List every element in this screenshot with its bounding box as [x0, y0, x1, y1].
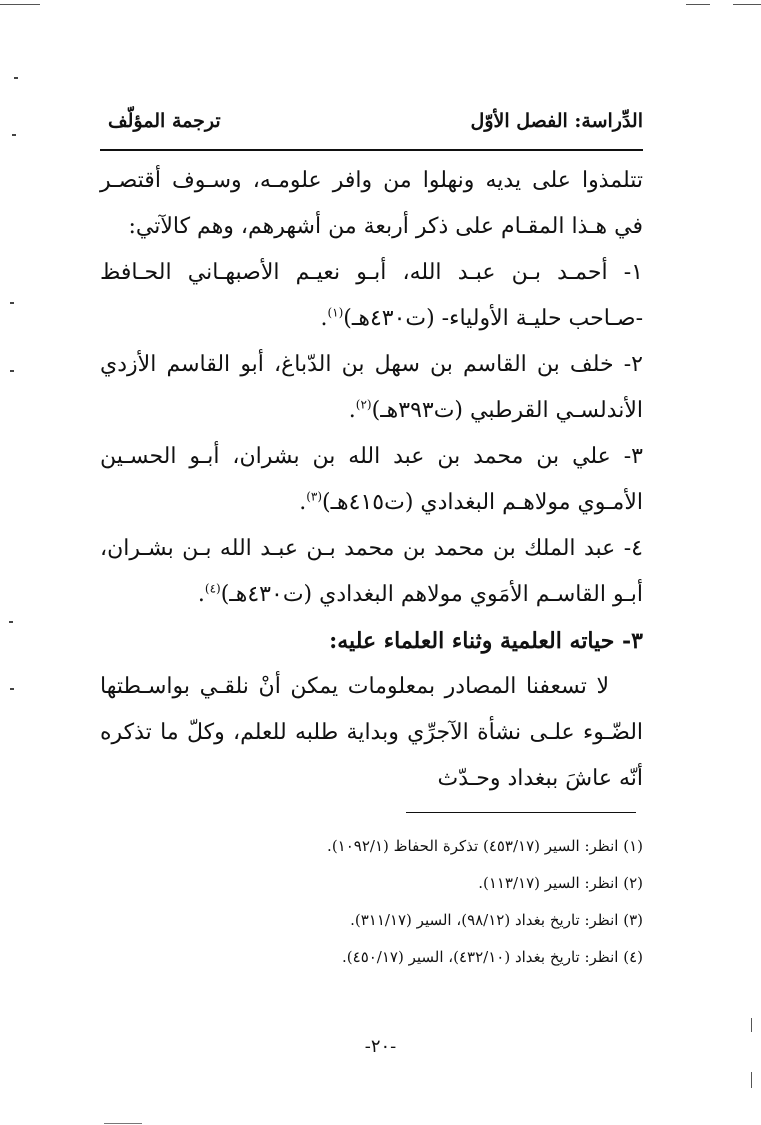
footnote-ref: (١) — [327, 305, 344, 320]
period: . — [197, 582, 205, 607]
student-text: ١- أحمـد بـن عبـد الله، أبـو نعيـم الأصبهـاني الحـافظ -صـاحب حليـة الأولياء- (ت٤٣٠هـ) — [100, 260, 643, 331]
scan-edge-rule — [0, 4, 40, 5]
period: . — [348, 398, 356, 423]
scan-edge-line — [751, 1018, 752, 1032]
intro-line: تتلمذوا على يديه ونهلوا من وافر علومـه، وسـوف أقتصـر في هـذا المقـام — [100, 168, 643, 239]
scan-speck — [9, 621, 13, 623]
footnote-separator — [406, 812, 636, 813]
running-header — [100, 110, 643, 150]
chapter-title: الدِّراسة: الفصل الأوّل — [470, 110, 643, 132]
student-text: ٣- علي بن محمد بن عبد الله بن بشران، أبـو الحسـين الأمـوي مولاهـم البغدادي (ت٤١٥هـ) — [100, 444, 643, 515]
section-title: ترجمة المؤلّف — [108, 110, 221, 132]
life-paragraph — [100, 664, 643, 802]
period: . — [320, 306, 328, 331]
scan-speck — [10, 302, 14, 304]
footnote: (٢) انظر: السير (١١٣/١٧). — [478, 874, 643, 892]
footnote-ref: (٣) — [306, 489, 323, 504]
scan-edge-line — [751, 1072, 752, 1088]
section-heading: ٣- حياته العلمية وثناء العلماء عليه: — [329, 628, 643, 654]
scan-edge-rule — [733, 4, 761, 5]
header-rule — [100, 149, 643, 151]
scan-edge-rule — [686, 4, 710, 5]
student-item-3 — [100, 434, 643, 526]
scan-speck — [14, 77, 18, 79]
paragraph-line: نشأة الآجرِّي وبداية طلبه للعلم، وكلّ ما تذكره أنّه عاشَ ببغداد وحـدّث — [100, 720, 643, 791]
student-item-4 — [100, 526, 643, 618]
student-item-1 — [100, 250, 643, 342]
page-number: -٢٠- — [364, 1036, 397, 1057]
footnotes — [100, 828, 643, 976]
footnote: (١) انظر: السير (٤٥٣/١٧) تذكرة الحفاظ (١٠٩٢/١). — [327, 837, 643, 855]
period: . — [299, 490, 307, 515]
scan-speck — [10, 370, 14, 372]
scan-speck — [12, 134, 16, 136]
main-text — [100, 158, 643, 802]
student-item-2 — [100, 342, 643, 434]
scan-edge-rule — [104, 1123, 142, 1124]
footnote-ref: (٤) — [204, 581, 221, 596]
intro-line: على ذكر أربعة من أشهرهم، وهم كالآتي: — [128, 214, 495, 239]
footnote-ref: (٢) — [355, 397, 372, 412]
student-text: ٢- خلف بن القاسم بن سهل بن الدّباغ، أبو القاسم الأزدي الأندلسـي القرطبي (ت٣٩٣هـ) — [100, 352, 643, 423]
student-text: ٤- عبد الملك بن محمد بن محمد بـن عبـد الله بـن بشـران، أبـو القاسـم الأمَوي مولاهم البغدادي (ت٤٣٠هـ) — [100, 536, 643, 607]
footnote: (٣) انظر: تاريخ بغداد (٩٨/١٢)، السير (٣١١/١٧). — [350, 911, 643, 929]
footnote: (٤) انظر: تاريخ بغداد (٤٣٢/١٠)، السير (٤٥٠/١٧). — [342, 948, 643, 966]
scan-speck — [10, 688, 14, 690]
intro-paragraph — [100, 158, 643, 250]
paragraph-line: لا تسعفنا المصادر بمعلومات يمكن أنْ نلقـي بواسـطتها الضّـوء علـى — [100, 674, 644, 745]
